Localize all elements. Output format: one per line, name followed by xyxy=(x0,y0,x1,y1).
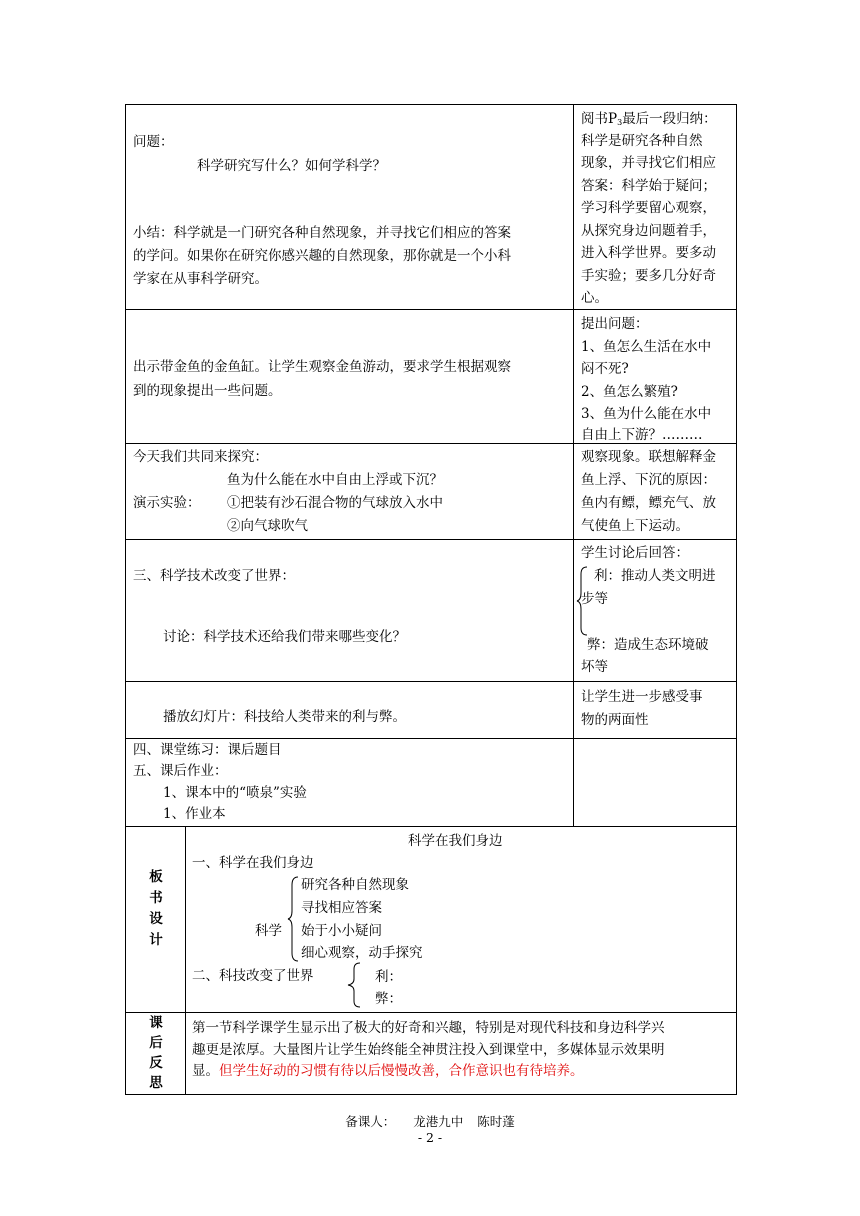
text-line: 物的两面性 xyxy=(581,712,649,728)
reflection-label-cell xyxy=(126,1013,186,1095)
reading-note: 阅书$P_3$最后一段归纳： xyxy=(581,111,717,127)
text-line: 1、鱼怎么生活在水中 xyxy=(581,339,712,355)
summary-line: 的学问。如果你在研究你感兴趣的自然现象，那你就是一个小科 xyxy=(133,248,511,264)
text-line: 1、作业本 xyxy=(163,806,226,822)
board-heading: 二、科技改变了世界 xyxy=(192,968,314,984)
text-line: 第一节科学课学生显示出了极大的好奇和兴趣，特别是对现代科技和身边科学兴 xyxy=(192,1020,665,1036)
text-line: 学生讨论后回答： xyxy=(581,545,689,561)
teacher-name: 陈时蓬 xyxy=(477,1114,515,1129)
text-line: 今天我们共同来探究： xyxy=(133,449,268,465)
text-line: 进入科学世界。要多动 xyxy=(581,245,716,261)
reflection-content-cell xyxy=(186,1013,737,1095)
text-line: 心。 xyxy=(581,290,608,306)
student-cell xyxy=(574,540,737,682)
text-line: 提出问题： xyxy=(581,316,649,332)
table-row xyxy=(126,540,737,682)
lesson-plan-table xyxy=(125,104,737,1095)
text-line: 四、课堂练习：课后题目 xyxy=(133,742,282,758)
summary-line: 小结：科学就是一门研究各种自然现象，并寻找它们相应的答案 xyxy=(133,225,511,241)
text-line: 自由上下游？……… xyxy=(581,427,703,443)
board-content-cell xyxy=(186,827,737,1013)
text-line: 鱼内有鳔，鳔充气、放 xyxy=(581,495,716,511)
student-cell xyxy=(574,310,737,444)
text-line: 趣更是浓厚。大量图片让学生始终能全神贯注投入到课堂中，多媒体显示效果明 xyxy=(192,1042,665,1058)
board-science-label: 科学 xyxy=(255,923,282,939)
summary-line: 学家在从事科学研究。 xyxy=(133,271,268,287)
board-label-char: 设 xyxy=(149,911,163,927)
activity-cell xyxy=(126,540,574,682)
activity-cell xyxy=(126,105,574,310)
student-cell xyxy=(574,444,737,540)
text-line: 气使鱼上下运动。 xyxy=(581,518,689,534)
text-line: 闷不死? xyxy=(581,361,629,377)
text-line: 从探究身边问题着手， xyxy=(581,223,716,239)
text-line: 让学生进一步感受事 xyxy=(581,689,703,705)
text-line: 讨论：科学技术还给我们带来哪些变化？ xyxy=(163,629,406,645)
board-label-char: 书 xyxy=(149,890,163,906)
table-row xyxy=(126,739,737,827)
board-design-row xyxy=(126,827,737,1013)
activity-cell xyxy=(126,739,574,827)
student-cell-empty xyxy=(574,739,737,827)
text-line: 三、科学技术改变了世界： xyxy=(133,568,295,584)
activity-cell xyxy=(126,310,574,444)
text-line: 出示带金鱼的金鱼缸。让学生观察金鱼游动，要求学生根据观察 xyxy=(133,359,511,375)
reflection-label-char: 思 xyxy=(149,1075,163,1091)
text-line: 现象，并寻找它们相应 xyxy=(581,155,716,171)
question-label: 问题： xyxy=(133,134,174,150)
board-pro: 利： xyxy=(375,969,402,985)
board-label-char: 板 xyxy=(149,869,163,885)
reflection-label-char: 反 xyxy=(149,1055,163,1071)
text-line: 播放幻灯片：科技给人类带来的利与弊。 xyxy=(163,709,406,725)
table-row xyxy=(126,444,737,540)
text-line: ①把装有沙石混合物的气球放入水中 xyxy=(227,495,443,511)
reflection-label-char: 课 xyxy=(149,1015,163,1031)
activity-cell xyxy=(126,682,574,739)
text-line: ②向气球吹气 xyxy=(227,518,308,534)
preparer-label: 备课人： xyxy=(345,1114,396,1129)
text-line: 3、鱼为什么能在水中 xyxy=(581,406,712,422)
board-heading: 一、科学在我们身边 xyxy=(192,855,314,871)
text-line: 手实验；要多几分好奇 xyxy=(581,268,716,284)
reflection-row xyxy=(126,1013,737,1095)
board-con: 弊： xyxy=(375,991,402,1007)
board-label-char: 计 xyxy=(149,932,163,948)
question-text: 科学研究写什么？如何学科学？ xyxy=(197,158,386,174)
activity-cell xyxy=(126,444,574,540)
text-line: 1、课本中的“喷泉”实验 xyxy=(163,785,307,801)
text-line: 五、课后作业： xyxy=(133,763,228,779)
board-item: 寻找相应答案 xyxy=(301,900,382,916)
brace-icon xyxy=(347,962,361,1008)
brace-icon xyxy=(287,876,299,962)
text-line: 学习科学要留心观察， xyxy=(581,200,716,216)
footer-preparer xyxy=(0,1112,860,1130)
board-title: 科学在我们身边 xyxy=(408,833,503,849)
board-item: 研究各种自然现象 xyxy=(301,877,409,893)
text-line: 鱼上浮、下沉的原因： xyxy=(581,472,716,488)
board-item: 始于小小疑问 xyxy=(301,923,382,939)
highlighted-text: 但学生好动的习惯有待以后慢慢改善，合作意识也有待培养。 xyxy=(219,1063,584,1079)
board-label-cell xyxy=(126,827,186,1013)
text-line: 2、鱼怎么繁殖? xyxy=(581,384,678,400)
text-line: 坏等 xyxy=(581,659,608,675)
text-line: 观察现象。联想解释金 xyxy=(581,449,716,465)
page-number: - 2 - xyxy=(417,1130,443,1145)
text-line: 显。但学生好动的习惯有待以后慢慢改善，合作意识也有待培养。 xyxy=(192,1063,584,1079)
reflection-label-char: 后 xyxy=(149,1035,163,1051)
board-item: 细心观察，动手探究 xyxy=(301,945,423,961)
table-row xyxy=(126,310,737,444)
experiment-label: 演示实验： xyxy=(133,495,201,511)
text-line: 答案：科学始于疑问； xyxy=(581,178,716,194)
school-name: 龙港九中 xyxy=(413,1114,464,1129)
text-line: 科学是研究各种自然 xyxy=(581,133,703,149)
student-cell xyxy=(574,682,737,739)
text-line: 鱼为什么能在水中自由上浮或下沉？ xyxy=(227,472,443,488)
table-row xyxy=(126,682,737,739)
text-line: 到的现象提出一些问题。 xyxy=(133,383,282,399)
text-line: 利：推动人类文明进 xyxy=(594,568,716,584)
table-row xyxy=(126,105,737,310)
student-cell xyxy=(574,105,737,310)
text-line: 弊：造成生态环境破 xyxy=(587,637,709,653)
text-line: 步等 xyxy=(581,591,608,607)
